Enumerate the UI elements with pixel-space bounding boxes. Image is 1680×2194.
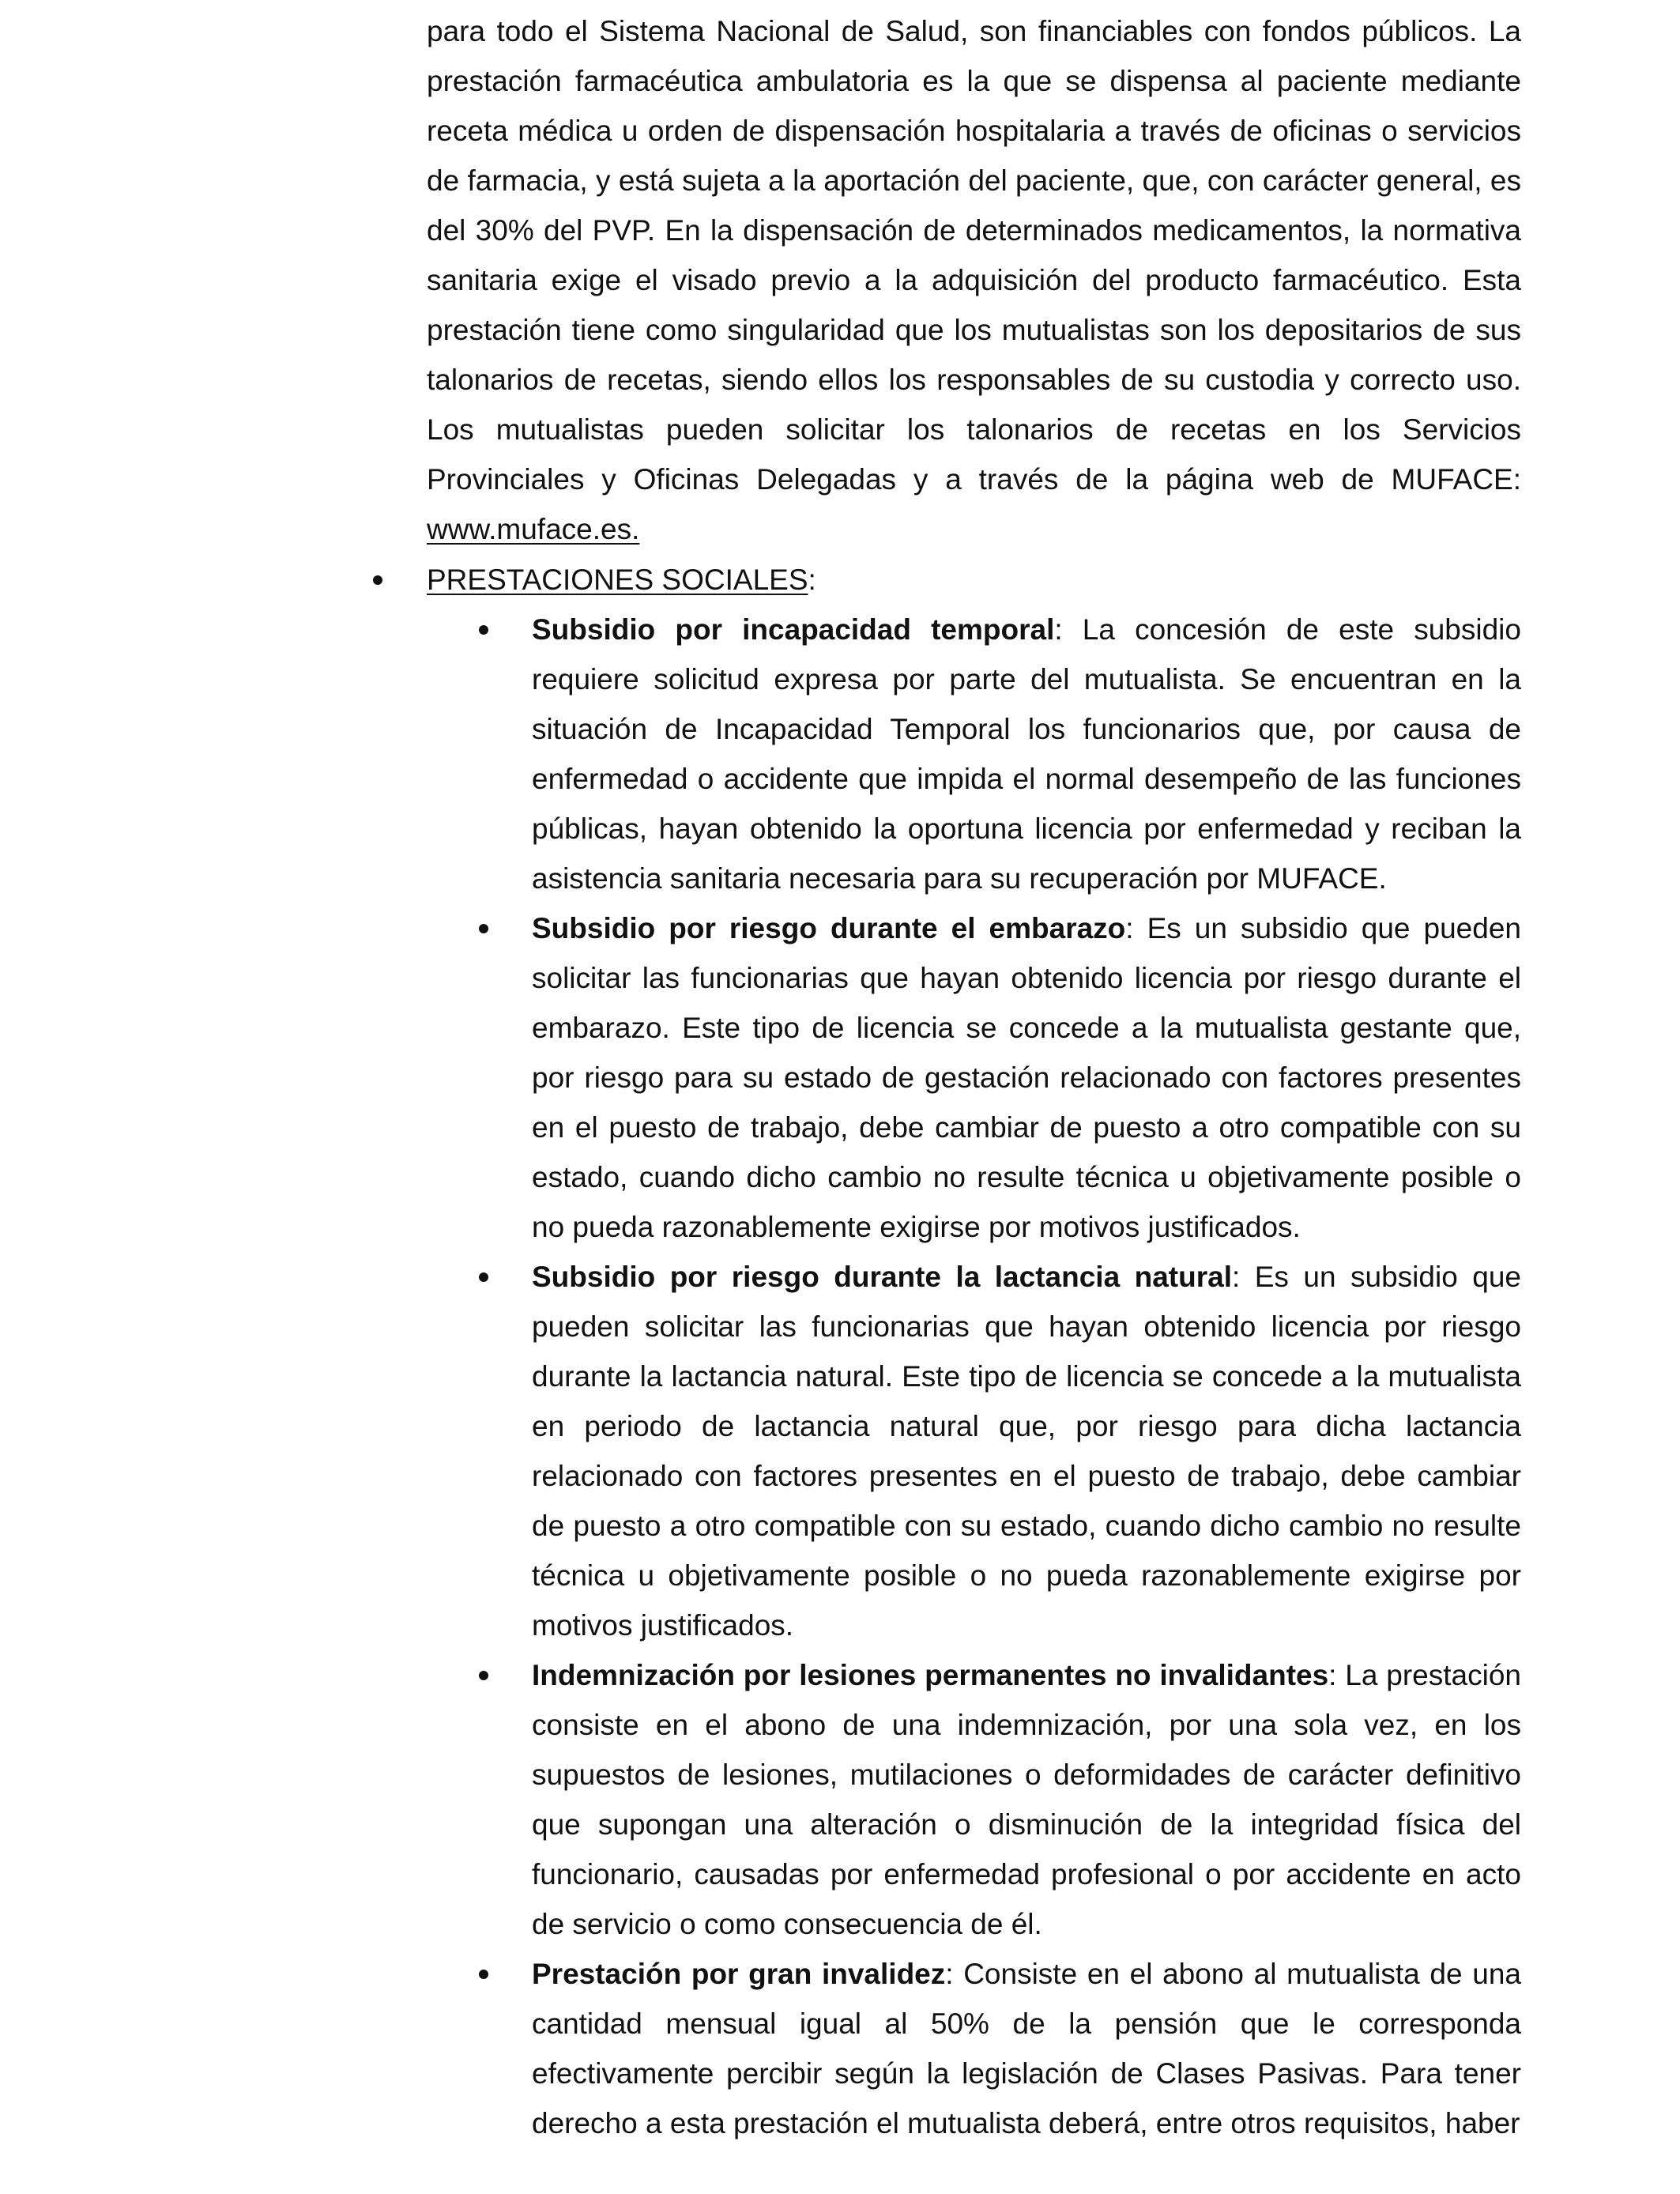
- bullet-icon: [477, 1252, 533, 1302]
- list-item-term: Subsidio por incapacidad temporal: [532, 613, 1055, 646]
- list-item-description: : Es un subsidio que pueden solicitar las funcionarias que hayan obtenido licencia por riesgo durante la lactancia natural. Este tipo de licencia se concede a la mutualista en periodo de lactancia natural que, por riesgo para dicha lactancia relacionado con factores presentes en el puesto de trabajo, debe cambiar de puesto a otro compatible con su estado, cuando dicho cambio no resulte técnica u objetivamente posible o no pueda razonablemente exigirse por motivos justificados.: [532, 1261, 1521, 1642]
- list-item-term: Prestación por gran invalidez: [532, 1958, 946, 1990]
- list-item-text: [532, 1949, 1521, 2148]
- intro-paragraph: [427, 6, 1521, 554]
- section-heading-text: PRESTACIONES SOCIALES: [427, 564, 808, 596]
- list-item-text: [532, 1650, 1521, 1949]
- list-item-text: [532, 605, 1521, 903]
- bullet-icon: [477, 1650, 533, 1700]
- bullet-icon: [477, 1949, 533, 1999]
- bullet-icon: [477, 903, 533, 953]
- prestaciones-sociales-section: [371, 555, 1521, 2148]
- list-item: [371, 1650, 1521, 1949]
- list-item-term: Subsidio por riesgo durante la lactancia natural: [532, 1261, 1232, 1293]
- list-item-description: : La concesión de este subsidio requiere solicitud expresa por parte del mutualista. Se encuentran en la situación de Incapacidad Temporal los funcionarios que, por causa de enfermedad o accidente que impida el normal desempeño de las funciones públicas, hayan obtenido la oportuna licencia por enfermedad y reciban la asistencia sanitaria necesaria para su recuperación por MUFACE.: [532, 613, 1521, 895]
- bullet-icon: [477, 605, 533, 654]
- section-heading-suffix: :: [808, 564, 816, 596]
- list-item: [371, 605, 1521, 903]
- bullet-icon: [371, 555, 427, 605]
- section-heading: [371, 555, 1521, 605]
- list-item-term: Indemnización por lesiones permanentes no invalidantes: [532, 1659, 1329, 1691]
- benefits-list: [371, 605, 1521, 2148]
- list-item-description: : Es un subsidio que pueden solicitar las funcionarias que hayan obtenido licencia por riesgo durante el embarazo. Este tipo de licencia se concede a la mutualista gestante que, por riesgo para su estado de gestación relacionado con factores presentes en el puesto de trabajo, debe cambiar de puesto a otro compatible con su estado, cuando dicho cambio no resulte técnica u objetivamente posible o no pueda razonablemente exigirse por motivos justificados.: [532, 912, 1521, 1243]
- list-item-text: [532, 903, 1521, 1252]
- list-item-term: Subsidio por riesgo durante el embarazo: [532, 912, 1126, 944]
- intro-text: para todo el Sistema Nacional de Salud, son financiables con fondos públicos. La prestación farmacéutica ambulatoria es la que se dispensa al paciente mediante receta médica u orden de dispensación hospitalaria a través de oficinas o servicios de farmacia, y está sujeta a la aportación del paciente, que, con carácter general, es del 30% del PVP. En la dispensación de determinados medicamentos, la normativa sanitaria exige el visado previo a la adquisición del producto farmacéutico. Esta prestación tiene como singularidad que los mutualistas son los depositarios de sus talonarios de recetas, siendo ellos los responsables de su custodia y correcto uso. Los mutualistas pueden solicitar los talonarios de recetas en los Servicios Provinciales y Oficinas Delegadas y a través de la página web de MUFACE:: [427, 15, 1521, 496]
- list-item: [371, 1252, 1521, 1650]
- list-item-description: : La prestación consiste en el abono de una indemnización, por una sola vez, en los supuestos de lesiones, mutilaciones o deformidades de carácter definitivo que supongan una alteración o disminución de la integridad física del funcionario, causadas por enfermedad profesional o por accidente en acto de servicio o como consecuencia de él.: [532, 1659, 1521, 1940]
- muface-link[interactable]: www.muface.es.: [427, 513, 640, 545]
- list-item-description: : Consiste en el abono al mutualista de una cantidad mensual igual al 50% de la pensión que le corresponda efectivamente percibir según la legislación de Clases Pasivas. Para tener derecho a esta prestación el mutualista deberá, entre otros requisitos, haber: [532, 1958, 1521, 2139]
- list-item: [371, 903, 1521, 1252]
- list-item: [371, 1949, 1521, 2148]
- list-item-text: [532, 1252, 1521, 1650]
